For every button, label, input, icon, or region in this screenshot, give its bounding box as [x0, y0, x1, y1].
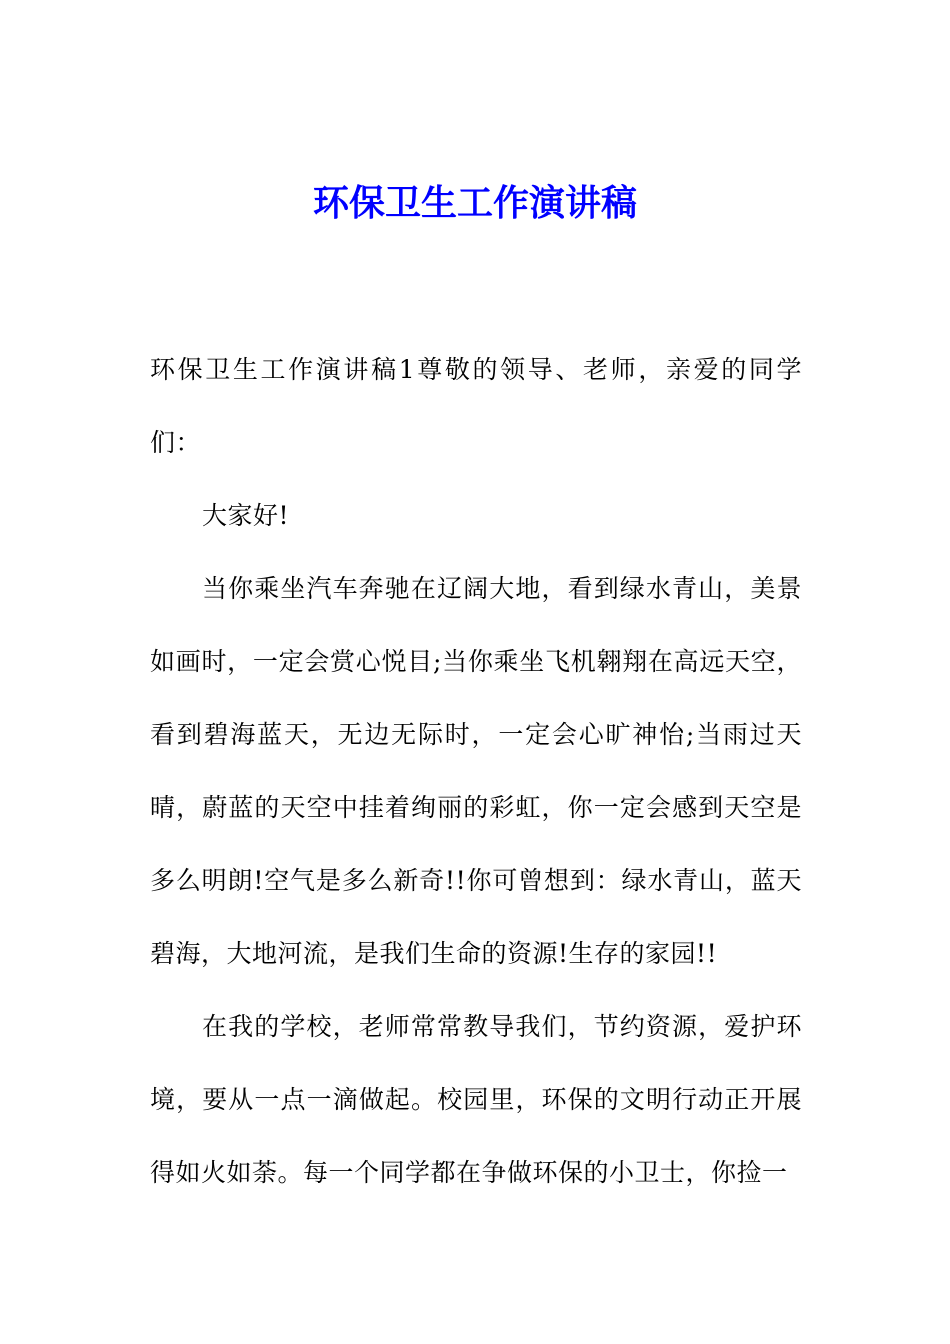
- paragraph-school: 在我的学校，老师常常教导我们，节约资源，爱护环境，要从一点一滴做起。校园里，环保的文明行动正开展得如火如荼。每一个同学都在争做环保的小卫士，你捡一: [150, 1012, 802, 1187]
- document-body: [150, 333, 802, 1209]
- paragraph-scenery: 当你乘坐汽车奔驰在辽阔大地，看到绿水青山，美景如画时，一定会赏心悦目;当你乘坐飞机翱翔在高远天空，看到碧海蓝天，无边无际时，一定会心旷神怡;当雨过天晴，蔚蓝的天空中挂着绚丽的彩虹，你一定会感到天空是多么明朗!空气是多么新奇!!你可曾想到：绿水青山，蓝天碧海，大地河流，是我们生命的资源!生存的家园!!: [150, 574, 802, 968]
- document-title: 环保卫生工作演讲稿: [312, 182, 637, 224]
- paragraph-greeting: 环保卫生工作演讲稿1尊敬的领导、老师，亲爱的同学们：: [150, 355, 802, 457]
- paragraph-hello: 大家好!: [202, 501, 290, 530]
